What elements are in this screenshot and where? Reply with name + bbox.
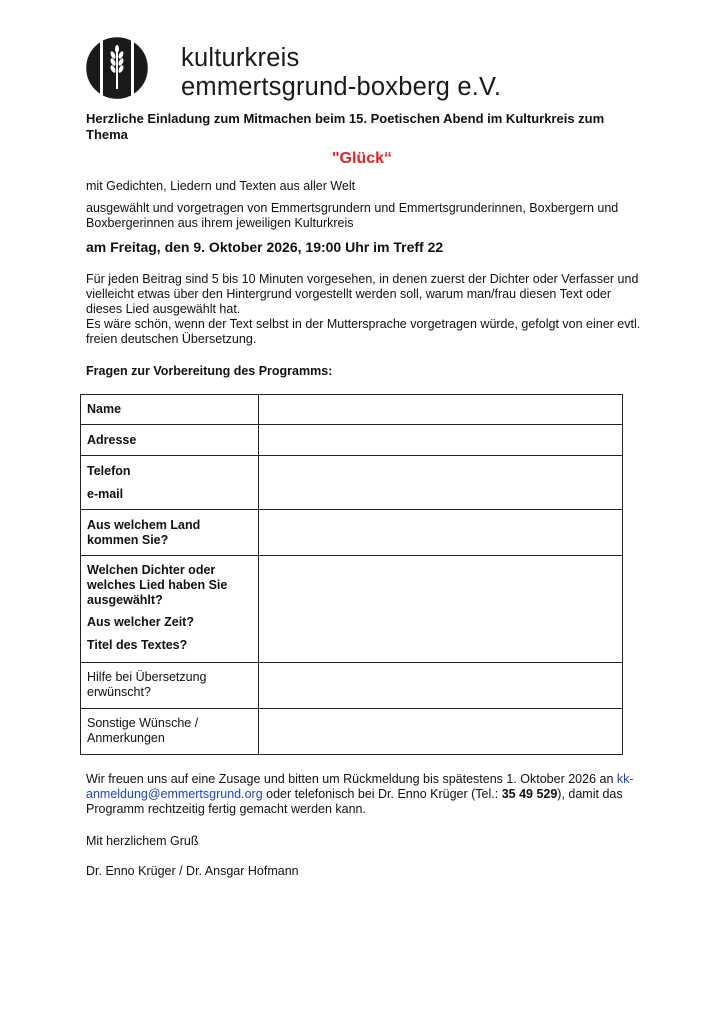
theme-title: "Glück“ [331,150,393,167]
registration-email-link[interactable]: kk-anmeldung@emmertsgrund.org [86,772,634,801]
form-row-poem [81,556,623,663]
form-row-contact [81,456,623,510]
subtitle-text: mit Gedichten, Liedern und Texten aus aller Welt [86,179,356,193]
form-label-other: Sonstige Wünsche / Anmerkungen [81,709,259,755]
info-paragraph-1: Für jeden Beitrag sind 5 bis 10 Minuten vorgesehen, in denen zuerst der Dichter oder Verfasser und vielleicht etwas über den Hintergrund vorgestellt werden soll, warum man/frau diesen Text oder dieses Lied ausgewählt hat. [86,272,639,316]
info-paragraph-2: Es wäre schön, wenn der Text selbst in der Muttersprache vorgetragen würde, gefolgt von einer evtl. freien deutschen Übersetzung. [86,317,641,346]
form-field-contact[interactable] [259,456,623,510]
closing-text-2: oder telefonisch bei Dr. Enno Krüger (Tel.: [262,787,502,801]
info-block [86,272,646,347]
greeting: Mit herzlichem Gruß [86,834,199,848]
form-row-address [81,425,623,456]
org-name-line2: emmertsgrund-boxberg e.V. [181,73,502,101]
closing-paragraph [86,772,656,817]
invitation-heading: Herzliche Einladung zum Mitmachen beim 15. Poetischen Abend im Kulturkreis zum Thema [86,111,605,142]
form-field-translation[interactable] [259,663,623,709]
form-row-country [81,510,623,556]
form-label-era: Aus welcher Zeit? [87,615,194,629]
closing-text-1: Wir freuen uns auf eine Zusage und bitten um Rückmeldung bis spätestens 1. Oktober 2026 an [86,772,617,786]
form-label-text-title: Titel des Textes? [87,638,188,652]
form-field-country[interactable] [259,510,623,556]
form-label-email: e-mail [87,487,124,501]
contact-phone: 35 49 529 [501,787,558,801]
form-label-poet: Welchen Dichter oder welches Lied haben Sie ausgewählt? [87,563,228,607]
form-label-translation: Hilfe bei Übersetzung erwünscht? [81,663,259,709]
form-row-translation [81,663,623,709]
form-row-other [81,709,623,755]
form-field-name[interactable] [259,395,623,425]
closing-text-3: ), damit das Programm rechtzeitig fertig gemacht werden kann. [86,787,623,816]
organization-name [181,44,501,102]
form-field-poem[interactable] [259,556,623,663]
form-label-name: Name [81,395,259,425]
form-label-phone: Telefon [87,464,131,478]
form-field-other[interactable] [259,709,623,755]
registration-form-table [80,394,623,755]
presenters-text: ausgewählt und vorgetragen von Emmertsgrundern und Emmertsgrunderinnen, Boxbergern und Boxbergerinnen aus ihrem jeweiligen Kulturkreis [86,201,619,230]
form-label-contact [81,456,259,510]
signature: Dr. Enno Krüger / Dr. Ansgar Hofmann [86,864,299,878]
preparation-heading: Fragen zur Vorbereitung des Programms: [86,364,333,378]
form-label-country: Aus welchem Land kommen Sie? [81,510,259,556]
org-name-line1: kulturkreis [181,44,300,72]
kulturkreis-logo [86,37,148,99]
form-field-address[interactable] [259,425,623,456]
form-label-poem [81,556,259,663]
form-row-name [81,395,623,425]
event-date: am Freitag, den 9. Oktober 2026, 19:00 Uhr im Treff 22 [86,239,444,255]
form-label-address: Adresse [81,425,259,456]
